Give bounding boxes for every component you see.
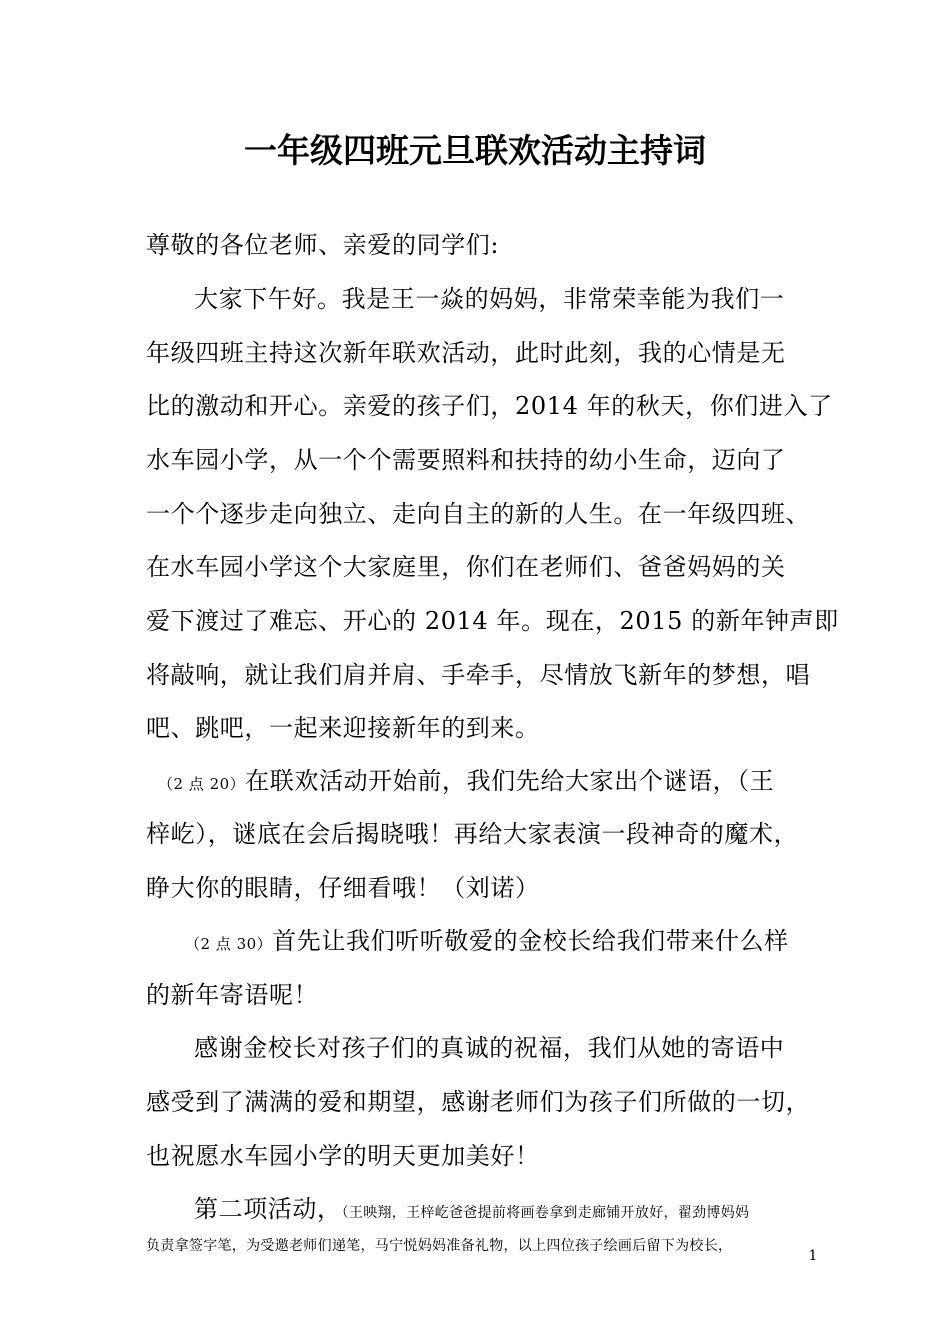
paragraph-1-line-3: 比的激动和开心。亲爱的孩子们，2014 年的秋天，你们进入了 (146, 392, 833, 420)
paragraph-1-line-6: 在水车园小学这个大家庭里，你们在老师们、爸爸妈妈的关 (146, 553, 786, 581)
greeting: 尊敬的各位老师、亲爱的同学们: (146, 231, 500, 259)
paragraph-3-text: 首先让我们听听敬爱的金校长给我们带来什么样 (272, 927, 789, 955)
paragraph-1-line-1: 大家下午好。我是王一焱的妈妈，非常荣幸能为我们一 (194, 285, 785, 313)
paragraph-1-line-7: 爱下渡过了难忘、开心的 2014 年。现在，2015 的新年钟声即 (146, 607, 839, 635)
page-number-text: 1 (808, 1248, 818, 1264)
paragraph-5-line-2: 负责拿签字笔，为受邀老师们递笔，马宁悦妈妈准备礼物，以上四位孩子绘画后留下为校长， (146, 1238, 733, 1254)
paragraph-1-line-4: 水车园小学，从一个个需要照料和扶持的幼小生命，迈向了 (146, 446, 786, 474)
paragraph-1-line-5: 一个个逐步走向独立、走向自主的新的人生。在一年级四班、 (146, 500, 811, 528)
paragraph-2-line-2: 梓屹），谜底在会后揭晓哦！再给大家表演一段神奇的魔术， (146, 820, 799, 848)
paragraph-1-line-8: 将敲响，就让我们肩并肩、手牵手，尽情放飞新年的梦想，唱 (146, 661, 811, 689)
activity-note: （王映翔，王梓屹爸爸提前将画卷拿到走廊铺开放好，翟劲博妈妈 (341, 1205, 750, 1221)
paragraph-4-line-3: 也祝愿水车园小学的明天更加美好！ (146, 1142, 540, 1170)
paragraph-3-line-1 (185, 926, 789, 959)
paragraph-1-line-2: 年级四班主持这次新年联欢活动，此时此刻，我的心情是无 (146, 339, 786, 367)
time-marker: （2 点 20） (158, 775, 246, 793)
page-number (0, 1248, 950, 1264)
paragraph-5-line-1 (194, 1194, 749, 1228)
activity-lead: 第二项活动， (194, 1195, 342, 1223)
paragraph-4-line-2: 感受到了满满的爱和期望，感谢老师们为孩子们所做的一切， (146, 1088, 811, 1116)
paragraph-1-line-9: 吧、跳吧，一起来迎接新年的到来。 (146, 714, 540, 742)
paragraph-2-text: 在联欢活动开始前，我们先给大家出个谜语，（王 (245, 767, 775, 795)
document-title: 一年级四班元旦联欢活动主持词 (244, 131, 706, 170)
paragraph-3-line-2: 的新年寄语呢！ (146, 981, 319, 1009)
paragraph-2-line-3: 睁大你的眼睛，仔细看哦！（刘诺） (146, 874, 540, 902)
paragraph-2-line-1 (158, 766, 774, 799)
paragraph-4-line-1: 感谢金校长对孩子们的真诚的祝福，我们从她的寄语中 (194, 1034, 785, 1062)
time-marker: （2 点 30） (185, 935, 273, 953)
